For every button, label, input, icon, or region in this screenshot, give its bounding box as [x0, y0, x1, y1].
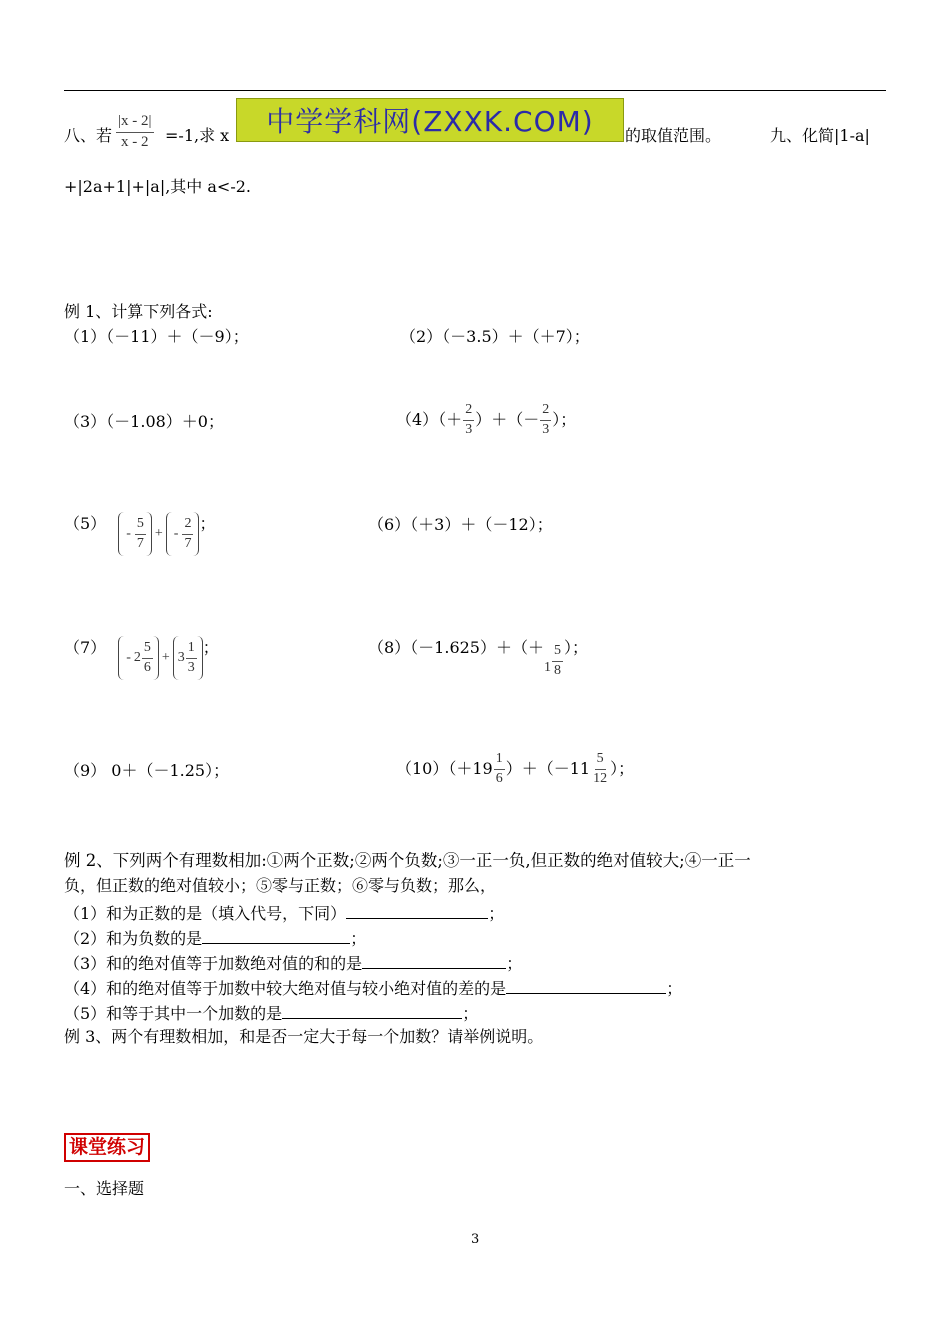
p4-end: ）；	[552, 410, 577, 430]
answer-blank-4[interactable]	[506, 979, 666, 994]
page-number: 3	[471, 1232, 480, 1247]
section-multiple-choice: 一、选择题	[64, 1179, 145, 1198]
p8-label: （8）（－1.625）＋（＋	[368, 638, 544, 657]
p7-semi: ；	[202, 638, 219, 657]
p8-den: 8	[554, 662, 561, 678]
ex2-question-4	[64, 979, 682, 997]
q8-prefix: 八、若	[64, 126, 113, 145]
p8-num: 5	[552, 644, 563, 662]
ex1-problem-5	[64, 512, 215, 556]
ex1-problem-10	[396, 752, 634, 786]
ex1-problem-6: （6）（＋3）＋（－12）；	[368, 515, 553, 534]
answer-blank-1[interactable]	[346, 904, 488, 919]
p5-minus-1: -	[126, 526, 131, 541]
p8-end: ）；	[564, 638, 589, 657]
p5-label: （5）	[64, 514, 107, 533]
p5-minus-2: -	[173, 526, 179, 541]
p7-den-2: 3	[187, 659, 195, 675]
p5-num-1: 5	[135, 517, 146, 535]
answer-blank-5[interactable]	[282, 1004, 462, 1019]
header-rule	[64, 90, 886, 91]
p7-num-1: 5	[142, 641, 153, 659]
p4-num-2: 2	[540, 403, 551, 421]
answer-blank-2[interactable]	[202, 929, 350, 944]
q8-equation: =-1,求 x	[165, 126, 230, 145]
p10-den-1: 6	[495, 770, 503, 786]
p7-whole-1: 2	[133, 650, 141, 665]
q9-line2: +|2a+1|+|a|,其中 a<-2.	[64, 177, 252, 196]
p7-whole-2: 3	[177, 650, 185, 665]
p4-den-1: 3	[465, 421, 473, 437]
practice-title: 课堂练习	[64, 1133, 150, 1162]
ex1-problem-3: （3）（－1.08）＋0；	[64, 412, 224, 431]
p4-num-1: 2	[463, 403, 474, 421]
p4-label: （4）（＋	[396, 410, 463, 430]
p4-den-2: 3	[542, 421, 550, 437]
ex2-question-1	[64, 904, 504, 922]
ex2-question-5	[64, 1004, 478, 1022]
p10-label: （10）（＋19	[396, 759, 493, 779]
p10-num-1: 1	[494, 752, 505, 770]
p7-label: （7）	[64, 638, 107, 657]
ex2-question-3	[64, 954, 522, 972]
ex1-problem-1: （1）（－11）＋（－9）；	[64, 327, 249, 346]
ex2-question-2	[64, 929, 366, 947]
p10-mid: ）＋（－11	[505, 759, 591, 779]
ex2-q4-text: （4）和的绝对值等于加数中较大绝对值与较小绝对值的差的是	[64, 979, 507, 998]
p5-plus: +	[154, 526, 163, 541]
ex2-q5-semi: ；	[462, 1004, 479, 1023]
answer-blank-3[interactable]	[362, 954, 506, 969]
ex2-q5-text: （5）和等于其中一个加数的是	[64, 1004, 283, 1023]
p10-num-2: 5	[595, 752, 606, 770]
ex1-problem-8	[368, 640, 588, 678]
q8-numerator: |x - 2|	[116, 114, 154, 133]
ex2-q2-text: （2）和为负数的是	[64, 929, 203, 948]
p5-den-1: 7	[136, 535, 144, 551]
ex2-q1-text: （1）和为正数的是（填入代号，下同）	[64, 904, 347, 923]
ex1-title: 例 1、计算下列各式:	[64, 302, 213, 321]
ex2-line-2: 负，但正数的绝对值较小；⑤零与正数；⑥零与负数；那么，	[64, 876, 497, 895]
p7-den-1: 6	[143, 659, 151, 675]
p7-minus: -	[126, 650, 131, 665]
ex1-problem-2: （2）（－3.5）＋（＋7）；	[400, 327, 590, 346]
ex2-q2-semi: ；	[350, 929, 367, 948]
q8-denominator: x - 2	[121, 133, 149, 150]
q9-prefix: 九、化简|1-a|	[770, 126, 870, 145]
ex2-q3-text: （3）和的绝对值等于加数绝对值的和的是	[64, 954, 363, 973]
ex3-text: 例 3、两个有理数相加，和是否一定大于每一个加数？请举例说明。	[64, 1027, 544, 1046]
p5-num-2: 2	[182, 517, 193, 535]
ex1-problem-4	[396, 403, 576, 437]
ex2-q1-semi: ；	[488, 904, 505, 923]
p7-plus: +	[161, 650, 170, 665]
ex1-problem-7	[64, 636, 219, 680]
p7-num-2: 1	[186, 641, 197, 659]
ex2-q4-semi: ；	[666, 979, 683, 998]
p10-den-2: 12	[593, 770, 608, 786]
p5-den-2: 7	[184, 535, 192, 551]
q8-suffix: 的取值范围。	[625, 126, 722, 145]
q8-fraction	[115, 114, 155, 151]
p4-mid: ）＋（－	[475, 410, 540, 430]
p8-whole: 1	[544, 660, 551, 676]
ex2-q3-semi: ；	[506, 954, 523, 973]
watermark-banner: 中学学科网(ZXXK.COM)	[236, 98, 624, 142]
p10-end: ）；	[610, 759, 635, 779]
p5-semi: ；	[199, 514, 216, 533]
ex2-line-1: 例 2、下列两个有理数相加:①两个正数;②两个负数;③一正一负,但正数的绝对值较大;④一正一	[64, 851, 751, 870]
ex1-problem-9: （9） 0＋（－1.25）；	[64, 761, 230, 780]
